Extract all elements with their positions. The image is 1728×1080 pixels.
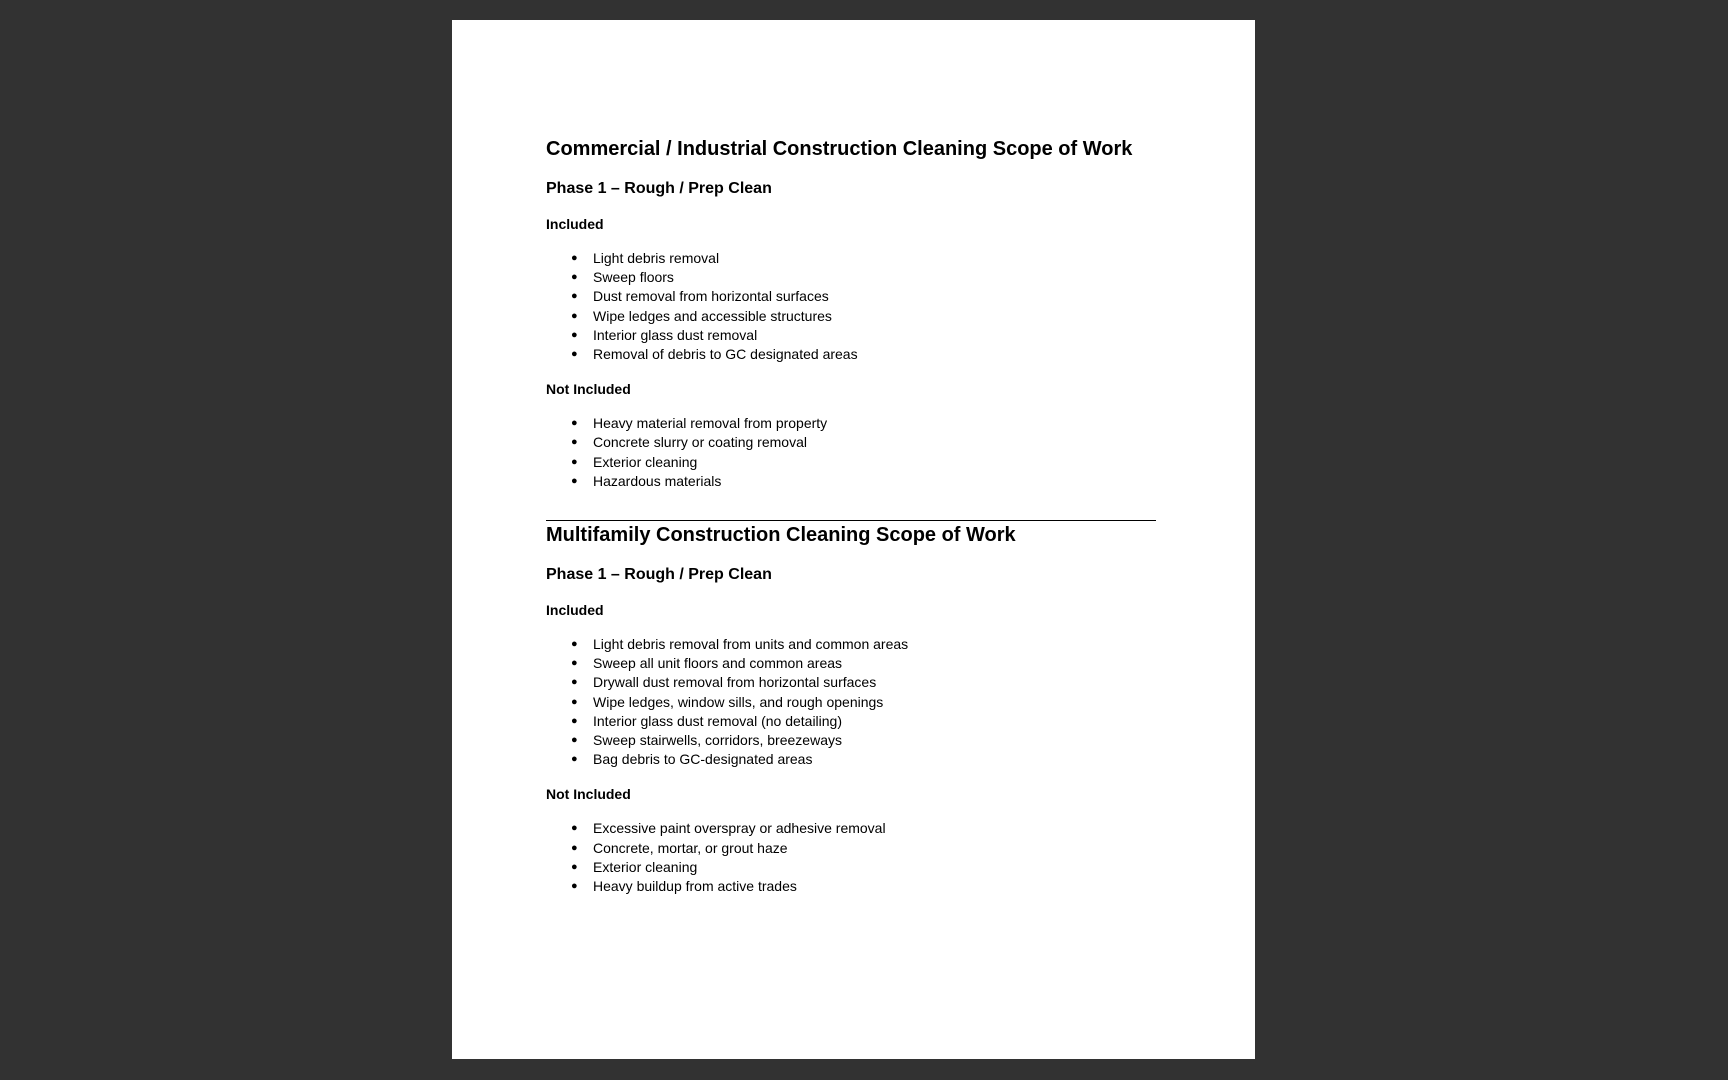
bullet-icon: ● (571, 753, 578, 766)
bullet-icon: ● (571, 880, 578, 893)
list-item-text: Sweep all unit floors and common areas (593, 655, 843, 672)
list-item-text: Concrete, mortar, or grout haze (593, 839, 788, 856)
bullet-icon: ● (571, 695, 578, 708)
list-item (546, 268, 1156, 287)
bullet-icon: ● (571, 822, 578, 835)
list-item-text: Interior glass dust removal (no detailing) (593, 712, 843, 729)
scope-section-commercial (546, 137, 1156, 491)
bullet-icon: ● (571, 676, 578, 689)
bullet-icon: ● (571, 309, 578, 322)
list-item-text: Hazardous materials (593, 472, 722, 489)
list-item-text: Bag debris to GC-designated areas (593, 751, 813, 768)
list-item-text: Light debris removal from units and common areas (593, 636, 909, 653)
list-item (546, 635, 1156, 654)
list-item (546, 750, 1156, 769)
list-item-text: Wipe ledges and accessible structures (593, 307, 832, 324)
bullet-icon: ● (571, 860, 578, 873)
list-item-text: Interior glass dust removal (593, 326, 758, 343)
list-item-text: Dust removal from horizontal surfaces (593, 288, 829, 305)
list-item-text: Drywall dust removal from horizontal surfaces (593, 674, 877, 691)
list-item-text: Excessive paint overspray or adhesive removal (593, 820, 886, 837)
list-item (546, 712, 1156, 731)
list-item-text: Sweep stairwells, corridors, breezeways (593, 732, 842, 749)
list-item (546, 839, 1156, 858)
list-item-text: Concrete slurry or coating removal (593, 434, 807, 451)
list-item-text: Sweep floors (593, 269, 674, 286)
list-item-text: Heavy buildup from active trades (593, 878, 797, 895)
section-title: Commercial / Industrial Construction Cleaning Scope of Work (546, 138, 1133, 160)
bullet-icon: ● (571, 455, 578, 468)
list-item (546, 693, 1156, 712)
list-item-text: Heavy material removal from property (593, 415, 828, 432)
included-list (546, 249, 1156, 364)
list-item (546, 858, 1156, 877)
bullet-icon: ● (571, 734, 578, 747)
scope-section-multifamily (546, 523, 1156, 896)
list-item (546, 326, 1156, 345)
bullet-icon: ● (571, 348, 578, 361)
bullet-icon: ● (571, 328, 578, 341)
bullet-icon: ● (571, 417, 578, 430)
bullet-icon: ● (571, 657, 578, 670)
list-item (546, 345, 1156, 364)
list-item (546, 673, 1156, 692)
bullet-icon: ● (571, 271, 578, 284)
document-content (546, 137, 1156, 896)
list-item (546, 819, 1156, 838)
included-heading: Included (546, 602, 604, 619)
bullet-icon: ● (571, 436, 578, 449)
bullet-icon: ● (571, 638, 578, 651)
included-list (546, 635, 1156, 769)
bullet-icon: ● (571, 474, 578, 487)
list-item (546, 453, 1156, 472)
list-item (546, 249, 1156, 268)
list-item (546, 433, 1156, 452)
section-title: Multifamily Construction Cleaning Scope of Work (546, 524, 1016, 547)
list-item (546, 307, 1156, 326)
phase-heading: Phase 1 – Rough / Prep Clean (546, 180, 772, 197)
list-item (546, 654, 1156, 673)
horizontal-divider (546, 520, 1156, 521)
not-included-heading: Not Included (546, 381, 631, 398)
list-item (546, 472, 1156, 491)
not-included-list (546, 819, 1156, 896)
list-item (546, 287, 1156, 306)
list-item-text: Exterior cleaning (593, 858, 698, 875)
bullet-icon: ● (571, 290, 578, 303)
list-item (546, 731, 1156, 750)
phase-heading: Phase 1 – Rough / Prep Clean (546, 566, 772, 584)
not-included-heading: Not Included (546, 786, 631, 803)
list-item-text: Exterior cleaning (593, 453, 698, 470)
included-heading: Included (546, 216, 604, 232)
list-item (546, 877, 1156, 896)
bullet-icon: ● (571, 841, 578, 854)
list-item (546, 414, 1156, 433)
list-item-text: Wipe ledges, window sills, and rough openings (593, 693, 884, 710)
document-page (452, 20, 1255, 1059)
bullet-icon: ● (571, 714, 578, 727)
bullet-icon: ● (571, 252, 578, 264)
list-item-text: Light debris removal (593, 250, 720, 266)
not-included-list (546, 414, 1156, 491)
list-item-text: Removal of debris to GC designated areas (593, 346, 858, 363)
